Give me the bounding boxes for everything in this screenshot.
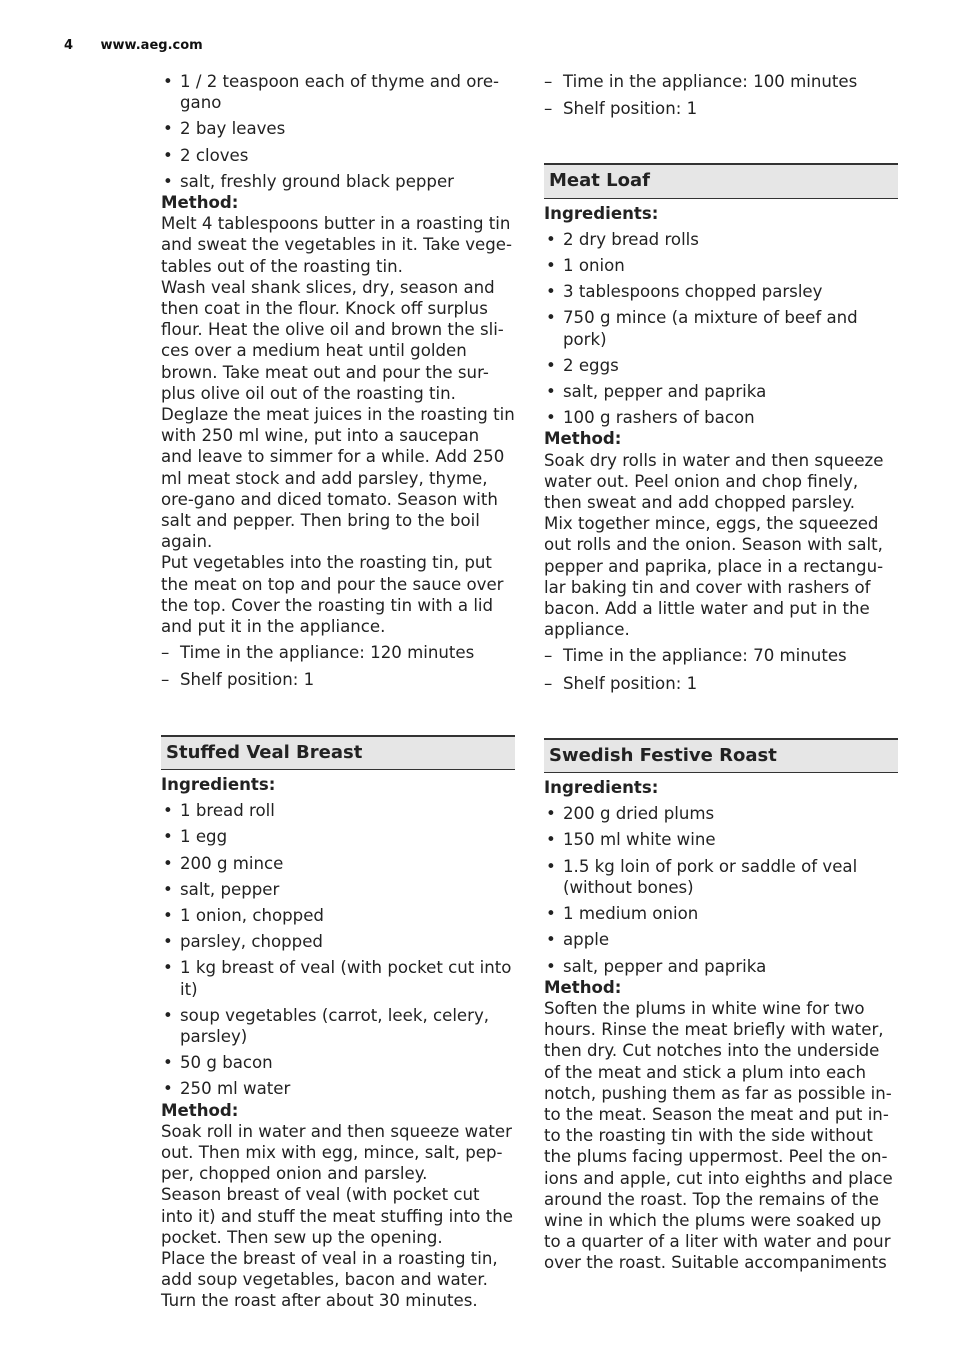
time-setting: – Time in the appliance: 70 minutes (544, 645, 898, 666)
method-paragraph: Put vegetables into the roasting tin, put the meat on top and pour the sauce over the top. Cover the roasting tin with a lid and put it in the appliance. (161, 553, 504, 637)
right-column (544, 71, 898, 1274)
ingredient-list (161, 71, 515, 192)
time-setting: – Time in the appliance: 120 minutes (161, 642, 515, 663)
section-title: Stuffed Veal Breast (161, 735, 515, 770)
list-item: • parsley, chopped (161, 931, 515, 952)
list-item: • salt, pepper and paprika (544, 381, 898, 402)
section-title: Swedish Festive Roast (544, 738, 898, 773)
list-item: • 750 g mince (a mixture of beef and pork) (544, 307, 898, 349)
list-item: • 2 dry bread rolls (544, 229, 898, 250)
settings-list (161, 642, 515, 690)
method-paragraph: Soak roll in water and then squeeze water out. Then mix with egg, mince, salt, pep-per, chopped onion and parsley. (161, 1121, 512, 1184)
method-paragraph: Mix together mince, eggs, the squeezed out rolls and the onion. Season with salt, pepper and paprika, place in a rectangu-lar baking tin and cover with rashers of bacon. Add a little water and put in the appliance. (544, 514, 884, 640)
list-item: • 2 bay leaves (161, 118, 515, 139)
method-paragraph: Place the breast of veal in a roasting tin, add soup vegetables, bacon and water. Turn the roast after about 30 minutes. (161, 1248, 498, 1311)
list-item: • 2 cloves (161, 145, 515, 166)
list-item: • 150 ml white wine (544, 829, 898, 850)
list-item: • 200 g dried plums (544, 803, 898, 824)
ingredient-list (544, 229, 898, 429)
list-item: • 200 g mince (161, 853, 515, 874)
list-item: • salt, pepper (161, 879, 515, 900)
site-url[interactable]: www.aeg.com (100, 38, 203, 53)
section-title: Meat Loaf (544, 163, 898, 198)
list-item: • 1 medium onion (544, 903, 898, 924)
list-item: • 50 g bacon (161, 1052, 515, 1073)
settings-list (544, 645, 898, 693)
list-item: • 1 egg (161, 826, 515, 847)
shelf-setting: – Shelf position: 1 (161, 669, 515, 690)
list-item: • 250 ml water (161, 1078, 515, 1099)
list-item: • soup vegetables (carrot, leek, celery, parsley) (161, 1005, 515, 1047)
list-item: • salt, pepper and paprika (544, 956, 898, 977)
ingredients-label: Ingredients: (161, 774, 276, 794)
method-label: Method: (161, 193, 239, 213)
page-number: 4 (64, 38, 74, 53)
method-label: Method: (544, 429, 622, 449)
list-item: • 1 kg breast of veal (with pocket cut into it) (161, 957, 515, 999)
ingredients-label: Ingredients: (544, 778, 659, 798)
list-item: • 2 eggs (544, 355, 898, 376)
ingredient-list (161, 800, 515, 1099)
list-item: • 1 onion, chopped (161, 905, 515, 926)
list-item: • 1 / 2 teaspoon each of thyme and ore-gano (161, 71, 515, 113)
time-setting: – Time in the appliance: 100 minutes (544, 71, 898, 92)
method-label: Method: (161, 1100, 239, 1120)
list-item: • apple (544, 929, 898, 950)
method-paragraph: Soften the plums in white wine for two hours. Rinse the meat briefly with water, then dry. Cut notches into the underside of the meat and stick a plum into each notch, pushing them as far as possible in-to the meat. Season the meat and put in-to the roasting tin with the side without the plums facing uppermost. Peel the on-ions and apple, cut into eighths and place around the roast. Top the remains of the wine in which the plums were soaked up to a quarter of a liter with water and pour over the roast. Suitable accompaniments (544, 998, 893, 1273)
list-item: • 1 bread roll (161, 800, 515, 821)
shelf-setting: – Shelf position: 1 (544, 673, 898, 694)
method-paragraph: Wash veal shank slices, dry, season and then coat in the flour. Knock off surplus flour. Heat the olive oil and brown the sli-ces over a medium heat until golden brown. Take meat out and pour the sur-plus olive oil out of the roasting tin. (161, 277, 504, 403)
list-item: • salt, freshly ground black pepper (161, 171, 515, 192)
page-header (64, 38, 203, 53)
list-item: • 1.5 kg loin of pork or saddle of veal (without bones) (544, 856, 898, 898)
settings-list (544, 71, 898, 119)
shelf-setting: – Shelf position: 1 (544, 98, 898, 119)
method-paragraph: Deglaze the meat juices in the roasting tin with 250 ml wine, put into a saucepan and leave to simmer for a while. Add 250 ml meat stock and add parsley, thyme, ore-gano and diced tomato. Season with salt and pepper. Then bring to the boil again. (161, 405, 515, 552)
ingredient-list (544, 803, 898, 976)
method-paragraph: Melt 4 tablespoons butter in a roasting tin and sweat the vegetables in it. Take vege-tables out of the roasting tin. (161, 214, 512, 276)
list-item: • 100 g rashers of bacon (544, 407, 898, 428)
method-label: Method: (544, 977, 622, 997)
ingredients-label: Ingredients: (544, 203, 659, 223)
method-paragraph: Soak dry rolls in water and then squeeze water out. Peel onion and chop finely, then sweat and add chopped parsley. (544, 450, 884, 513)
list-item: • 3 tablespoons chopped parsley (544, 281, 898, 302)
list-item: • 1 onion (544, 255, 898, 276)
method-paragraph: Season breast of veal (with pocket cut into it) and stuff the meat stuffing into the pocket. Then sew up the opening. (161, 1185, 513, 1247)
left-column (161, 71, 515, 1312)
